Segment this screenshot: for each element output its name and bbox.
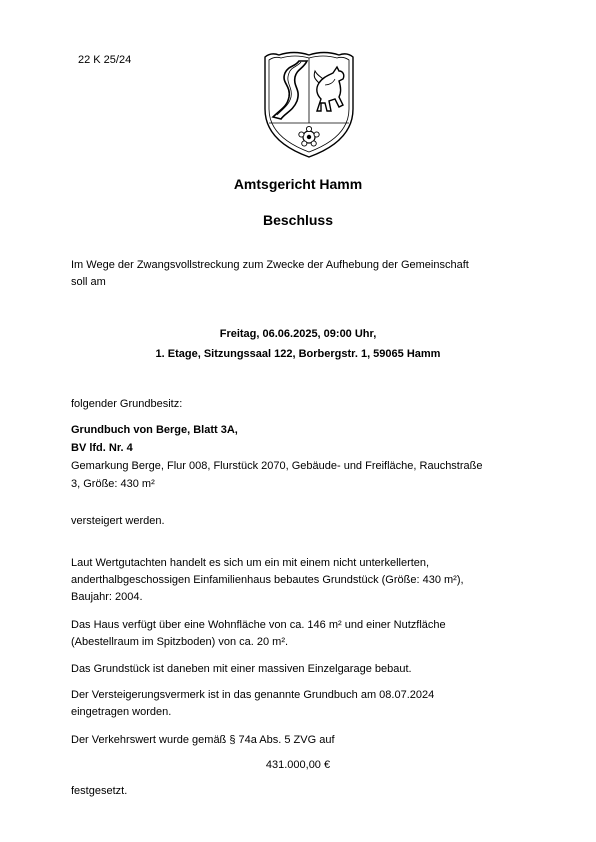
intro-paragraph bbox=[71, 257, 531, 291]
document-title: Beschluss bbox=[262, 212, 334, 228]
auction-outcome: versteigert werden. bbox=[71, 515, 165, 527]
area-line-2: (Abestellraum im Spitzboden) von ca. 20 m². bbox=[71, 636, 289, 648]
nrw-coat-of-arms-icon bbox=[259, 49, 359, 161]
market-value-amount: 431.000,00 € bbox=[265, 759, 331, 771]
garage-paragraph: Das Grundstück ist daneben mit einer massiven Einzelgarage bebaut. bbox=[71, 663, 412, 675]
appraisal-paragraph bbox=[71, 555, 531, 606]
appointment-date-time: Freitag, 06.06.2025, 09:00 Uhr, bbox=[219, 328, 377, 340]
intro-line-2: soll am bbox=[71, 276, 106, 288]
appraisal-line-3: Baujahr: 2004. bbox=[71, 591, 143, 603]
register-note-line-1: Der Versteigerungsvermerk ist in das genannte Grundbuch am 08.07.2024 bbox=[71, 689, 435, 701]
appraisal-line-2: anderthalbgeschossigen Einfamilienhaus bebautes Grundstück (Größe: 430 m²), bbox=[71, 574, 464, 586]
property-description-line-2: 3, Größe: 430 m² bbox=[71, 478, 155, 490]
property-intro: folgender Grundbesitz: bbox=[71, 398, 183, 410]
register-note-line-2: eingetragen worden. bbox=[71, 706, 172, 718]
land-register: Grundbuch von Berge, Blatt 3A, bbox=[71, 424, 238, 436]
property-description-line-1: Gemarkung Berge, Flur 008, Flurstück 2070, Gebäude- und Freifläche, Rauchstraße bbox=[71, 460, 483, 472]
appointment-location: 1. Etage, Sitzungssaal 122, Borbergstr. 1, 59065 Hamm bbox=[155, 348, 441, 360]
property-block bbox=[71, 421, 531, 493]
market-value-outro: festgesetzt. bbox=[71, 785, 128, 797]
market-value-intro: Der Verkehrswert wurde gemäß § 74a Abs. 5 ZVG auf bbox=[71, 734, 335, 746]
intro-line-1: Im Wege der Zwangsvollstreckung zum Zwecke der Aufhebung der Gemeinschaft bbox=[71, 259, 469, 271]
register-item: BV lfd. Nr. 4 bbox=[71, 442, 133, 454]
appointment-block bbox=[0, 324, 596, 364]
appraisal-line-1: Laut Wertgutachten handelt es sich um ein mit einem nicht unterkellerten, bbox=[71, 557, 430, 569]
case-number: 22 K 25/24 bbox=[78, 54, 132, 66]
court-name: Amtsgericht Hamm bbox=[233, 176, 363, 192]
area-line-1: Das Haus verfügt über eine Wohnfläche von ca. 146 m² und einer Nutzfläche bbox=[71, 619, 446, 631]
area-paragraph bbox=[71, 617, 531, 651]
register-note-paragraph bbox=[71, 687, 531, 721]
